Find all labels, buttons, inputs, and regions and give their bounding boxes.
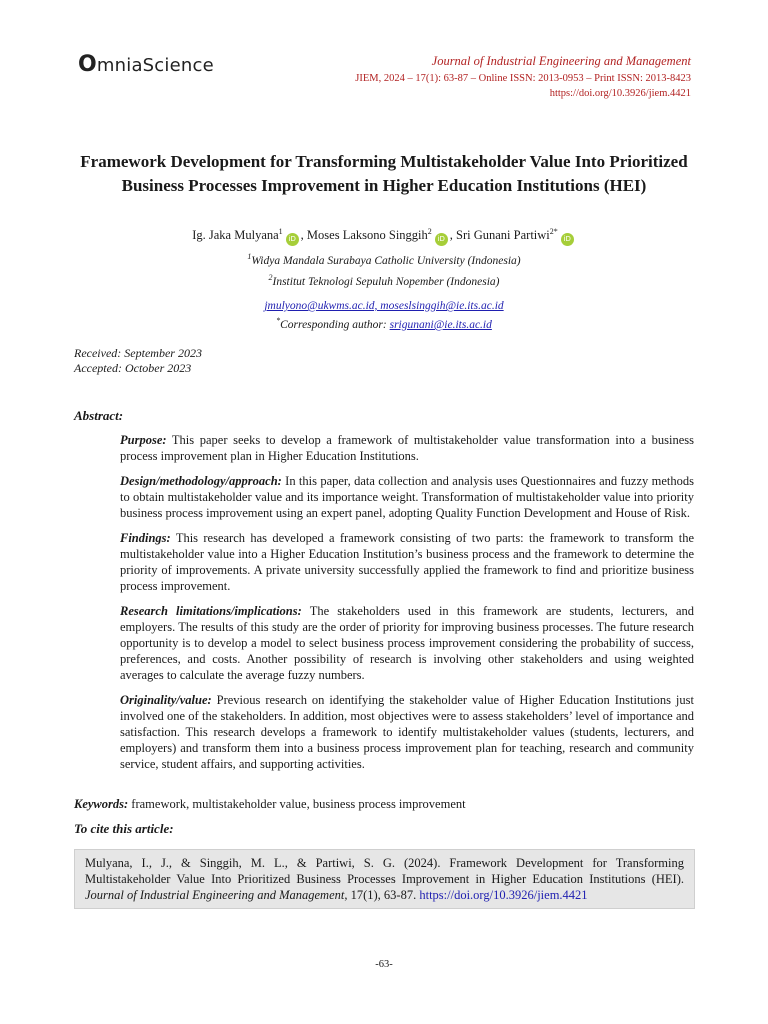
corresponding-author: *Corresponding author: srigunani@ie.its.ac.id (276, 316, 492, 331)
abstract-design: Design/methodology/approach: In this paper, data collection and analysis uses Questionnaires and fuzzy methods to obtain multistakeholder value and its importance weight. Transformation of multistakeholder value into priority business process improvement using an expert panel, adopting Quality Function Development and House of Risk. (120, 474, 694, 520)
received-date: Received: September 2023 (74, 346, 202, 360)
abstract-findings: Findings: This research has developed a framework consisting of two parts: the framework to transform the multistakeholder value into a Higher Education Institution’s business process and the framework to determine the priority of improvements. A private university successfully applied the framework to find and prioritize business process improvement. (120, 531, 694, 593)
author-list: Ig. Jaka Mulyana$^1$iD , Moses Laksono Singgih$^2$iD , Sri Gunani Partiwi$^{2*}$iD (60, 227, 708, 246)
abstract-limitations: Research limitations/implications: The stakeholders used in this framework are students, lecturers, and employers. The results of this study are the order of priority for improving business processes. The future research opportunity is to develop a model to select business process improvement considering the probability of success, preferences, and costs. Another possibility of research is involving other stakeholders and using weighted averages to calculate the average fuzzy numbers. (120, 604, 694, 682)
abstract-body (120, 432, 694, 781)
cite-heading: To cite this article: (74, 821, 174, 836)
article-dates (74, 346, 202, 376)
orcid-icon[interactable]: iD (435, 233, 448, 246)
orcid-icon[interactable]: iD (286, 233, 299, 246)
journal-doi-link[interactable]: https://doi.org/10.3926/jiem.4421 (549, 88, 691, 99)
abstract-purpose: Purpose: This paper seeks to develop a framework of multistakeholder value transformation into a business process improvement plan in Higher Education Institutions. (120, 433, 694, 463)
publisher-logo (78, 52, 214, 77)
author-emails[interactable]: jmulyono@ukwms.ac.id, moseslsinggih@ie.its.ac.id (264, 300, 504, 312)
affiliation-1: $^1$Widya Mandala Surabaya Catholic University (Indonesia) (247, 252, 521, 267)
page-number: -63- (375, 959, 393, 970)
journal-header (355, 54, 691, 101)
citation-doi-link[interactable]: https://doi.org/10.3926/jiem.4421 (419, 888, 588, 902)
affiliation-2: $^2$Institut Teknologi Sepuluh Nopember (Indonesia) (268, 273, 500, 288)
abstract-originality: Originality/value: Previous research on identifying the stakeholder value of Higher Education Institutions just involved one of the stakeholders. In addition, most objectives were to assess stakeholders’ level of importance and satisfaction. This research develops a framework to identify multistakeholder values (students, lecturers, and employers) and transform them into a business process improvement plan for teaching, research and community service, student affairs, and supporting activities. (120, 693, 694, 771)
logo-text: mniaScience (96, 55, 214, 76)
accepted-date: Accepted: October 2023 (74, 361, 192, 375)
citation-box: Mulyana, I., J., & Singgih, M. L., & Partiwi, S. G. (2024). Framework Development for Transforming Multistakeholder Value Into Prioritized Business Processes Improvement in Higher Education Institutions (HEI). Journal of Industrial Engineering and Management, 17(1), 63-87. https://doi.org/10.3926/jiem.4421 (74, 849, 695, 909)
orcid-icon[interactable]: iD (561, 233, 574, 246)
journal-meta: JIEM, 2024 – 17(1): 63-87 – Online ISSN: 2013-0953 – Print ISSN: 2013-8423 (355, 73, 691, 84)
author-name: Sri Gunani Partiwi (456, 228, 550, 243)
author-name: Ig. Jaka Mulyana (192, 228, 279, 243)
abstract-heading: Abstract: (74, 408, 124, 423)
author-name: Moses Laksono Singgih (306, 228, 428, 243)
keywords: Keywords: framework, multistakeholder value, business process improvement (74, 797, 466, 811)
logo-mark: O (78, 52, 97, 77)
corresponding-email-link[interactable]: srigunani@ie.its.ac.id (389, 318, 492, 331)
paper-title: Framework Development for Transforming Multistakeholder Value Into Prioritized Business Processes Improvement in Higher Education Institutions (HEI) (80, 152, 688, 195)
journal-name: Journal of Industrial Engineering and Management (431, 54, 691, 68)
